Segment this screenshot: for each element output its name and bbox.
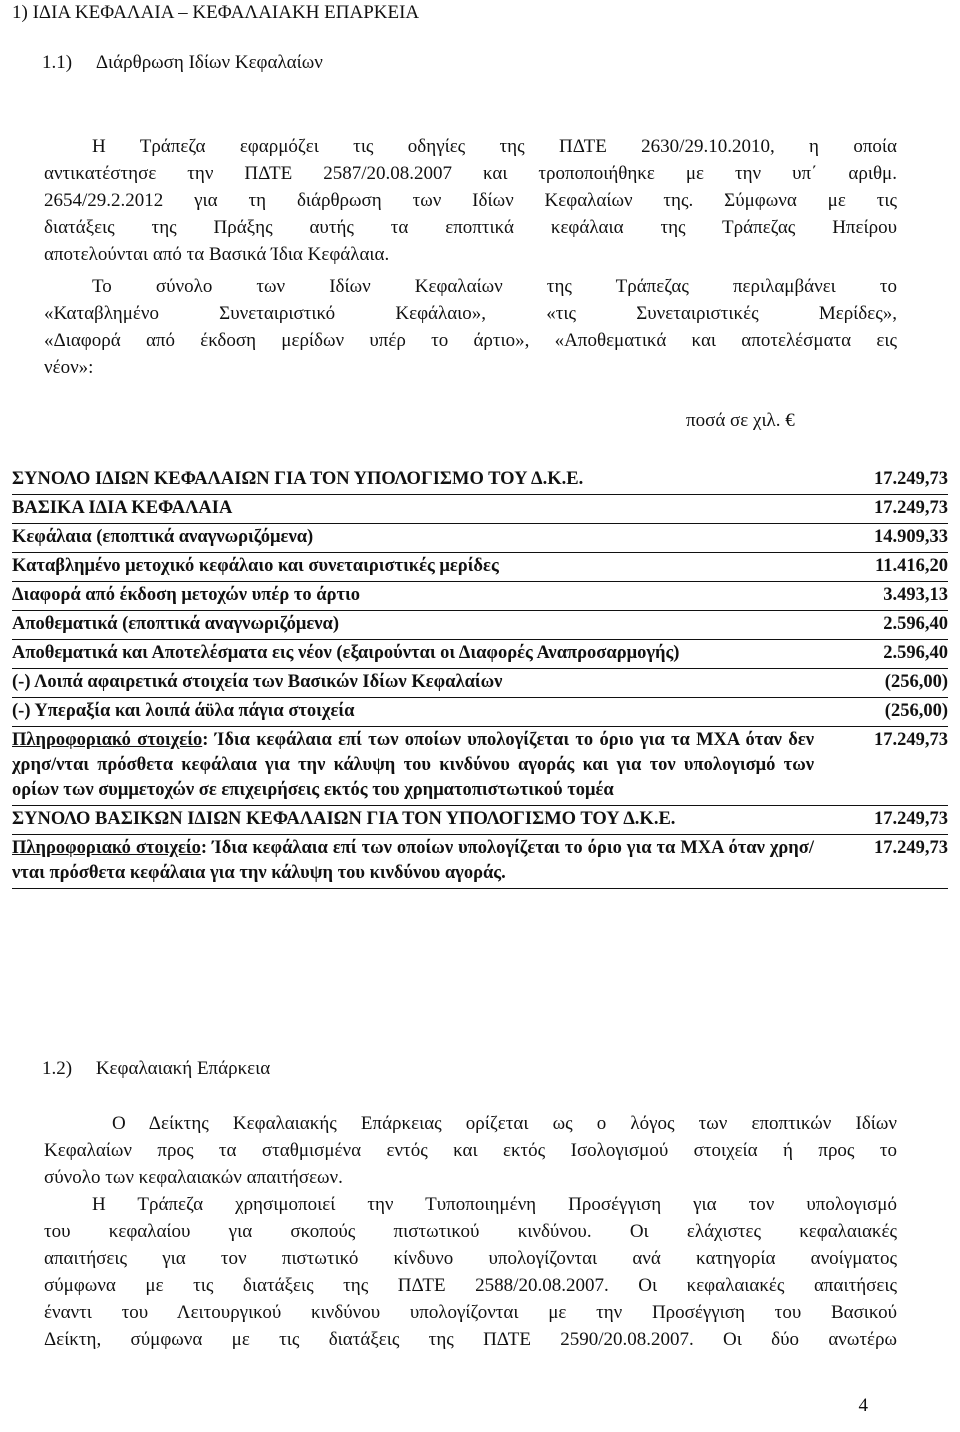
text-line: Η Τράπεζα χρησιμοποιεί την Τυποποιημένη Προσέγγιση για τον υπολογισμό xyxy=(92,1194,897,1215)
row-value: 17.249,73 xyxy=(874,838,948,858)
table-row xyxy=(12,611,948,640)
text-line: Κεφαλαίων προς τα σταθμισμένα εντός και εκτός Ισολογισμού στοιχεία ή προς το xyxy=(44,1140,897,1161)
row-label: Κεφάλαια (εποπτικά αναγνωριζόμενα) xyxy=(12,527,314,547)
row-label xyxy=(12,728,836,803)
row-value: 2.596,40 xyxy=(883,643,948,663)
row-value: 2.596,40 xyxy=(883,614,948,634)
text-line: του κεφαλαίου για σκοπούς πιστωτικού κινδύνου. Οι ελάχιστες κεφαλαιακές xyxy=(44,1221,897,1242)
text-line: διατάξεις της Πράξης αυτής τα εποπτικά κεφάλαια της Τράπεζας Ηπείρου xyxy=(44,217,897,238)
row-label: Καταβλημένο μετοχικό κεφάλαιο και συνεταιριστικές μερίδες xyxy=(12,556,499,576)
row-label: Αποθεματικά και Αποτελέσματα εις νέον (εξαιρούνται οι Διαφορές Αναπροσαρμογής) xyxy=(12,643,680,663)
table-row xyxy=(12,806,948,835)
row-value: 14.909,33 xyxy=(874,527,948,547)
row-label: ΣΥΝΟΛΟ ΙΔΙΩΝ ΚΕΦΑΛΑΙΩΝ ΓΙΑ ΤΟΝ ΥΠΟΛΟΓΙΣΜΟ ΤΟΥ Δ.Κ.Ε. xyxy=(12,469,584,489)
info-item-prefix: Πληροφοριακό στοιχείο xyxy=(12,838,201,858)
text-line: Ο Δείκτης Κεφαλαιακής Επάρκειας ορίζεται ως ο λόγος των εποπτικών Ιδίων xyxy=(112,1113,897,1134)
table-row xyxy=(12,582,948,611)
section-1-1-title: 1.1) Διάρθρωση Ιδίων Κεφαλαίων xyxy=(42,52,323,73)
page-number: 4 xyxy=(858,1395,868,1416)
text-line: απαιτήσεις για τον πιστωτικό κίνδυνο υπολογίζονται ανά κατηγορία ανοίγματος xyxy=(44,1248,897,1269)
table-row xyxy=(12,495,948,524)
table-row xyxy=(12,553,948,582)
text-line: έναντι του Λειτουργικού κινδύνου υπολογίζονται με την Προσέγγιση του Βασικού xyxy=(44,1302,897,1323)
row-value: 17.249,73 xyxy=(874,498,948,518)
info-item-text: : Ίδια κεφάλαια επί των οποίων υπολογίζεται το όριο για τα ΜΧΑ όταν χρησ/νται πρόσθετα κεφάλαια για την κάλυψη του κινδύνου αγοράς. xyxy=(12,838,815,883)
text-line: αποτελούνται από τα Βασικά Ίδια Κεφάλαια. xyxy=(44,244,390,265)
text-line: νέον»: xyxy=(44,357,94,378)
row-label: ΣΥΝΟΛΟ ΒΑΣΙΚΩΝ ΙΔΙΩΝ ΚΕΦΑΛΑΙΩΝ ΓΙΑ ΤΟΝ ΥΠΟΛΟΓΙΣΜΟ ΤΟΥ Δ.Κ.Ε. xyxy=(12,809,676,829)
text-line: σύμφωνα με τις διατάξεις της ΠΔΤΕ 2588/20.08.2007. Οι κεφαλαιακές απαιτήσεις xyxy=(44,1275,897,1296)
table-row xyxy=(12,727,948,806)
table-row xyxy=(12,466,948,495)
capital-table xyxy=(12,466,948,889)
text-line: 2654/29.2.2012 για τη διάρθρωση των Ιδίων Κεφαλαίων της. Σύμφωνα με τις xyxy=(44,190,897,211)
section-1-2-title: 1.2) Κεφαλαιακή Επάρκεια xyxy=(42,1058,271,1079)
text-line: «Διαφορά από έκδοση μερίδων υπέρ το άρτιο», «Αποθεματικά και αποτελέσματα εις xyxy=(44,330,897,351)
info-item-prefix: Πληροφοριακό στοιχείο xyxy=(12,730,203,750)
text-line: Η Τράπεζα εφαρμόζει τις οδηγίες της ΠΔΤΕ 2630/29.10.2010, η οποία xyxy=(92,136,897,157)
table-row xyxy=(12,524,948,553)
row-label: (-) Υπεραξία και λοιπά άϋλα πάγια στοιχεία xyxy=(12,701,355,721)
units-note: ποσά σε χιλ. € xyxy=(686,410,795,431)
row-label: Διαφορά από έκδοση μετοχών υπέρ το άρτιο xyxy=(12,585,361,605)
text-line: «Καταβλημένο Συνεταιριστικό Κεφάλαιο», «τις Συνεταιριστικές Μερίδες», xyxy=(44,303,897,324)
info-item-text: : Ίδια κεφάλαια επί των οποίων υπολογίζεται το όριο για τα ΜΧΑ όταν δεν χρησ/νται πρόσθετα κεφάλαια για την κάλυψη του κινδύνου αγοράς και για τον υπολογισμό των ορίων των συμμετοχών σε επιχειρήσεις εκτός του χρηματοπιστωτικού τομέα xyxy=(12,730,814,800)
row-value: 11.416,20 xyxy=(875,556,948,576)
text-line: Δείκτη, σύμφωνα με τις διατάξεις της ΠΔΤΕ 2590/20.08.2007. Οι δύο ανωτέρω xyxy=(44,1329,897,1350)
row-value: 3.493,13 xyxy=(883,585,948,605)
row-value: (256,00) xyxy=(884,701,948,721)
row-label xyxy=(12,836,836,886)
row-value: 17.249,73 xyxy=(874,469,948,489)
table-row xyxy=(12,640,948,669)
table-row xyxy=(12,835,948,889)
table-row xyxy=(12,698,948,727)
row-value: (256,00) xyxy=(884,672,948,692)
row-label: (-) Λοιπά αφαιρετικά στοιχεία των Βασικών Ιδίων Κεφαλαίων xyxy=(12,672,503,692)
text-line: σύνολο των κεφαλαιακών απαιτήσεων. xyxy=(44,1167,343,1188)
text-line: αντικατέστησε την ΠΔΤΕ 2587/20.08.2007 και τροποποιήθηκε με την υπ΄ αριθμ. xyxy=(44,163,897,184)
table-row xyxy=(12,669,948,698)
row-value: 17.249,73 xyxy=(874,809,948,829)
section-1-2-paragraph-2 xyxy=(44,1191,897,1353)
row-label: Αποθεματικά (εποπτικά αναγνωριζόμενα) xyxy=(12,614,340,634)
section-1-1-paragraph-2 xyxy=(44,273,897,381)
section-1-2-paragraph-1 xyxy=(44,1110,897,1191)
section-1-title: 1) ΙΔΙΑ ΚΕΦΑΛΑΙΑ – ΚΕΦΑΛΑΙΑΚΗ ΕΠΑΡΚΕΙΑ xyxy=(12,2,420,23)
row-value: 17.249,73 xyxy=(874,730,948,750)
text-line: Το σύνολο των Ιδίων Κεφαλαίων της Τράπεζας περιλαμβάνει το xyxy=(92,276,897,297)
section-1-1-paragraph-1 xyxy=(44,133,897,268)
row-label: ΒΑΣΙΚΑ ΙΔΙΑ ΚΕΦΑΛΑΙΑ xyxy=(12,498,233,518)
